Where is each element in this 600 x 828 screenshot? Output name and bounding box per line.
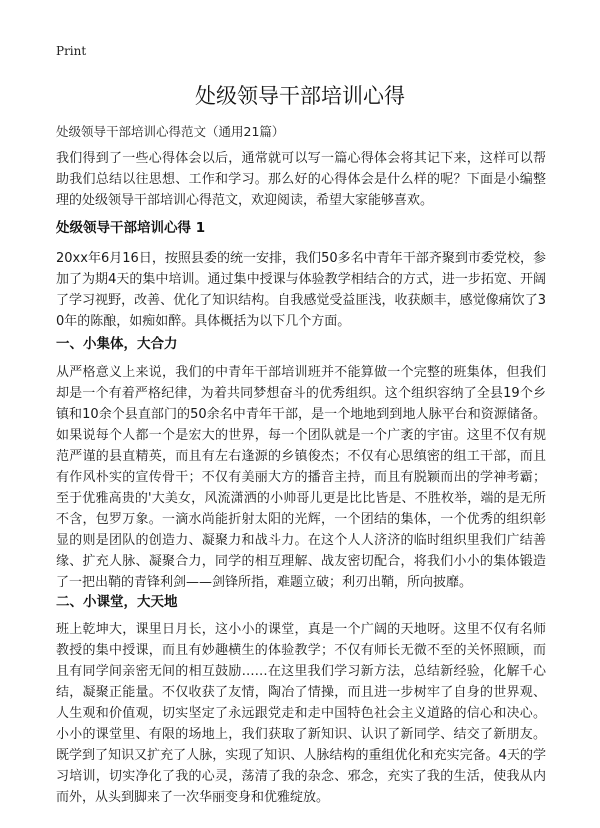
article-intro-paragraph: 20xx年6月16日，按照县委的统一安排，我们50多名中青年干部齐聚到市委党校，参加了为期4天的集中培训。通过集中授课与体验教学相结合的方式，进一步拓宽、开阔了学习视野，改善、优化了知识结构。自我感觉受益匪浅，收获颇丰，感觉像痛饮了30年的陈酿，如痴如醉。具体概括为以下几个方面。: [56, 251, 546, 329]
article-heading: 处级领导干部培训心得 1: [56, 220, 206, 236]
section-heading-1: 一、小集体，大合力: [56, 336, 178, 352]
article-subtitle: 处级领导干部培训心得范文（通用21篇）: [56, 124, 285, 139]
section-heading-2: 二、小课堂，大天地: [56, 594, 178, 610]
section-body-2: 班上乾坤大，课里日月长，这小小的课堂，真是一个广阔的天地呀。这里不仅有名师教授的集中授课，而且有妙趣横生的体验教学；不仅有师长无微不至的关怀照顾，而且有同学间亲密无间的相互鼓励……在这里我们学习新方法，总结新经验，化解千心结，凝聚正能量。不仅收获了友情，陶冶了情操，而且进一步树牢了自身的世界观、人生观和价值观，切实坚定了永远跟党走和走中国特色社会主义道路的信心和决心。小小的课堂里、有限的场地上，我们获取了新知识、认识了新同学、结交了新朋友。既学到了知识又扩充了人脉，实现了知识、人脉结构的重组优化和充实完备。4天的学习培训，切实净化了我的心灵，荡清了我的杂念、邪念，充实了我的生活，使我从内而外，从头到脚来了一次华丽变身和优雅绽放。: [56, 622, 546, 805]
print-link[interactable]: Print: [56, 44, 87, 58]
intro-paragraph: 我们得到了一些心得体会以后，通常就可以写一篇心得体会将其记下来，这样可以帮助我们总结以往思想、工作和学习。那么好的心得体会是什么样的呢？下面是小编整理的处级领导干部培训心得范文，欢迎阅读，希望大家能够喜欢。: [56, 151, 546, 208]
section-body-1: 从严格意义上来说，我们的中青年干部培训班并不能算做一个完整的班集体，但我们却是一个有着严格纪律，为着共同梦想奋斗的优秀组织。这个组织容纳了全县19个乡镇和10余个县直部门的50余名中青年干部，是一个地地到到地人脉平台和资源储备。如果说每个人都一个是宏大的世界，每一个团队就是一个广袤的宇宙。这里不仅有规范严谨的县直精英，而且有左右逢源的乡镇俊杰；不仅有心思缜密的组工干部，而且有作风朴实的宣传骨干；不仅有美丽大方的播音主持，而且有脱颖而出的学神考霸；至于优雅高贵的'大美女，风流潇洒的小帅哥儿更是比比皆是、不胜枚举，端的是无所不含，包罗万象。一滴水尚能折射太阳的光辉，一个团结的集体，一个优秀的组织彰显的则是团队的创造力、凝聚力和战斗力。在这个人人济济的临时组织里我们广结善缘、扩充人脉、凝聚合力，同学的相互理解、战友密切配合，将我们小小的集体锻造了一把出鞘的青锋利剑——剑锋所指，难题立破；利刃出鞘，所向披靡。: [56, 365, 546, 590]
page-title: 处级领导干部培训心得: [195, 84, 405, 108]
